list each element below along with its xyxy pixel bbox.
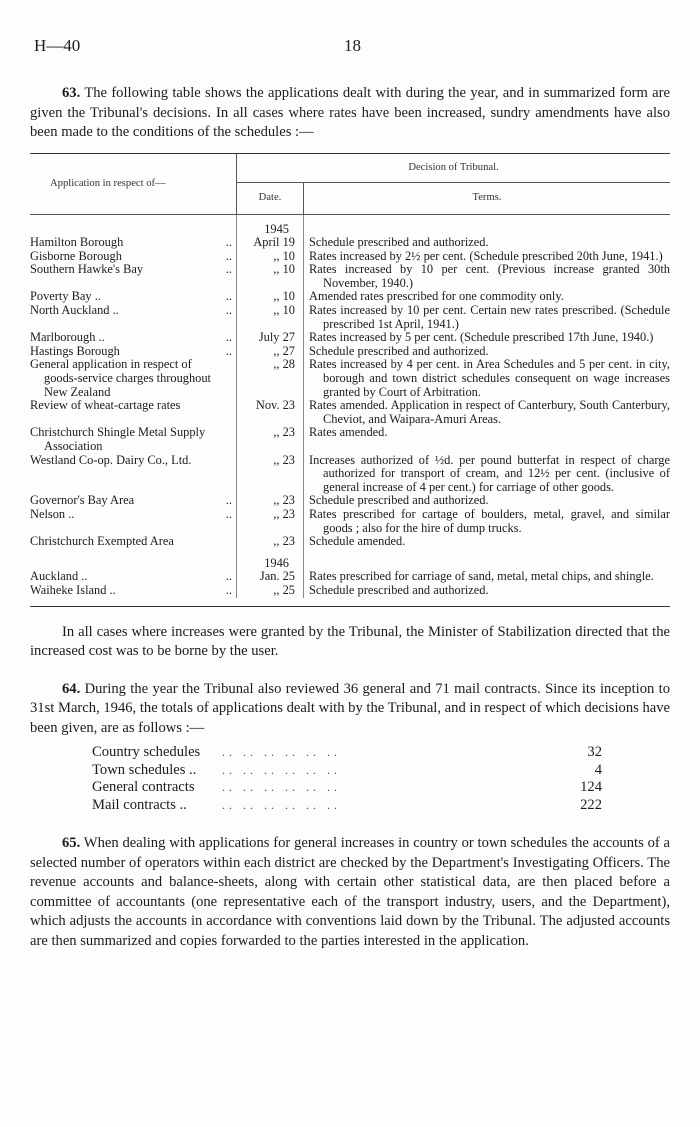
decision-date: ,, 10 [237,290,304,304]
terms-text: Schedule prescribed and authorized. [309,582,489,597]
totals-value: 222 [580,796,602,813]
table-row [30,358,670,399]
terms-text: Amended rates prescribed for one commodity only. [309,289,564,304]
paragraph-65 [30,834,670,951]
table-row [30,304,670,331]
table-body [30,214,670,598]
leader-dots: .. [225,343,232,358]
application-cell [30,399,237,426]
leader-dots [216,358,232,399]
table-row [30,290,670,304]
application-line [30,399,232,413]
application-line [30,570,232,584]
column-header-terms: Terms. [304,182,671,214]
year-row-app-cell [30,549,237,571]
terms-text: Rates increased by 10 per cent. (Previous increase granted 30th November, 1940.) [309,262,670,290]
application-name: Gisborne Borough [30,248,122,263]
leader-dots: .. [225,262,232,277]
table-row [30,250,670,264]
year-row-terms-cell [304,549,671,571]
application-line [30,494,232,508]
paragraph-text: When dealing with applications for general increases in country or town schedules the accounts of a selected number of operators within each district are checked by the Department's Investigating Officers. The revenue accounts and balance-sheets, along with certain other statistical data, are then placed before a committee of accountants (one representative each of the transport industry, users, and the Department), which adjusts the accounts in accordance with conventions laid down by the Tribunal. The adjusted accounts are then summarized and copies forwarded to the parties interested in the application. [30,835,670,949]
leader-dots [216,454,232,468]
terms-text: Rates amended. [309,425,388,440]
paragraph-after-table: In all cases where increases were granted by the Tribunal, the Minister of Stabilization directed that the increased cost was to be borne by the user. [30,623,670,660]
application-name: Nelson .. [30,506,75,521]
decision-terms [304,358,671,399]
decision-terms [304,250,671,264]
paragraph-number: 63. [62,85,81,101]
year-row-terms-cell [304,214,671,236]
application-line [30,263,232,277]
year-row [30,214,670,236]
leader-dots: .. [225,303,232,318]
application-name: Waiheke Island .. [30,582,116,597]
application-cell [30,508,237,535]
application-cell [30,584,237,598]
table-row [30,263,670,290]
leader-dots: .. [225,289,232,304]
decision-terms [304,426,671,453]
terms-text: Rates increased by 10 per cent. Certain new rates prescribed. (Schedule prescribed 1st April, 1941.) [309,303,670,331]
terms-text: Rates increased by 5 per cent. (Schedule prescribed 17th June, 1940.) [309,330,654,345]
terms-text: Schedule prescribed and authorized. [309,343,489,358]
paragraph-text: The following table shows the applications dealt with during the year, and in summarized form are given the Tribunal's decisions. In all cases where rates have been increased, sundry amendments have also been made to the conditions of the schedules :— [30,85,670,140]
application-line [30,426,232,453]
table-row [30,454,670,495]
decision-terms [304,570,671,584]
table-bottom-rule [30,606,670,607]
application-cell [30,290,237,304]
application-line [30,584,232,598]
application-name: Poverty Bay .. [30,289,101,304]
page-number: 18 [344,36,361,55]
decision-date: ,, 10 [237,250,304,264]
decision-terms [304,535,671,549]
totals-list [92,744,602,814]
application-cell [30,535,237,549]
application-line [30,304,232,318]
year-label: 1945 [237,214,304,236]
totals-label: Town schedules .. [92,761,197,778]
leader-dots: .. [225,330,232,345]
leader-dots: .. [225,493,232,508]
application-cell [30,304,237,331]
decision-terms [304,454,671,495]
table-row [30,236,670,250]
paragraph-number: 64. [62,680,81,697]
application-line [30,508,232,522]
application-name: Christchurch Shingle Metal Supply Association [30,425,206,453]
terms-text: Rates amended. Application in respect of Canterbury, South Canterbury, Cheviot, and Waipara-Amuri Areas. [309,398,670,426]
application-name: Marlborough .. [30,330,105,345]
year-row [30,549,670,571]
application-line [30,331,232,345]
decision-date: ,, 25 [237,584,304,598]
decision-date: ,, 10 [237,304,304,331]
application-cell [30,263,237,290]
application-cell [30,454,237,495]
application-cell [30,345,237,359]
application-cell [30,494,237,508]
terms-text: Rates prescribed for cartage of boulders, metal, gravel, and similar goods ; also for the hire of dump trucks. [309,506,670,535]
decision-date: ,, 23 [237,454,304,495]
application-cell [30,331,237,345]
leader-dots: .. .. .. .. .. .. [222,780,341,795]
table-row [30,426,670,453]
decision-terms [304,290,671,304]
applications-table [30,154,670,598]
decision-terms [304,345,671,359]
terms-text: Increases authorized of ½d. per pound butterfat in respect of charge authorized for transport of cream, and 12½ per cent. (inclusive of general increase of 4 per cent.) for carriage of other goods. [309,452,670,494]
totals-label: Mail contracts .. [92,796,187,813]
application-name: Review of wheat-cartage rates [30,398,181,413]
decision-date: ,, 23 [237,508,304,535]
application-name: Westland Co-op. Dairy Co., Ltd. [30,452,192,467]
leader-dots [216,399,232,413]
application-cell [30,358,237,399]
application-line [30,290,232,304]
decision-date: ,, 23 [237,426,304,453]
totals-row [92,762,602,780]
decision-terms [304,263,671,290]
page-header [30,36,670,60]
document-code: H—40 [34,36,81,55]
document-page [30,36,670,951]
application-line [30,535,232,549]
decision-terms [304,236,671,250]
application-cell [30,250,237,264]
year-label: 1946 [237,549,304,571]
application-line [30,358,232,399]
application-line [30,345,232,359]
leader-dots: .. .. .. .. .. .. [222,797,341,812]
table-row [30,584,670,598]
application-name: North Auckland .. [30,303,119,318]
leader-dots [216,535,232,549]
paragraph-63 [30,84,670,143]
leader-dots: .. .. .. .. .. .. [222,745,341,760]
application-name: Hamilton Borough [30,235,124,250]
totals-value: 32 [587,744,602,761]
decision-terms [304,399,671,426]
terms-text: Rates prescribed for carriage of sand, metal, metal chips, and shingle. [309,569,654,584]
decision-date: Jan. 25 [237,570,304,584]
totals-label: General contracts [92,779,195,796]
application-cell [30,426,237,453]
table-row [30,570,670,584]
decision-terms [304,508,671,535]
leader-dots: .. [225,569,232,584]
leader-dots: .. [225,506,232,521]
table-row [30,345,670,359]
totals-row [92,744,602,762]
totals-row [92,797,602,815]
terms-text: Schedule amended. [309,534,406,549]
application-name: Auckland .. [30,569,88,584]
totals-value: 124 [580,779,602,796]
application-line [30,236,232,250]
decision-date: ,, 10 [237,263,304,290]
leader-dots: .. [225,582,232,597]
totals-row [92,779,602,797]
terms-text: Rates increased by 2½ per cent. (Schedule prescribed 20th June, 1941.) [309,248,663,263]
paragraph-number: 65. [62,835,81,852]
application-name: Hastings Borough [30,343,120,358]
table-row [30,399,670,426]
terms-text: Schedule prescribed and authorized. [309,235,489,250]
terms-text: Schedule prescribed and authorized. [309,493,489,508]
totals-label: Country schedules [92,744,201,761]
year-row-app-cell [30,214,237,236]
application-name: Christchurch Exempted Area [30,534,174,549]
decision-terms [304,584,671,598]
column-header-date: Date. [237,182,304,214]
application-line [30,454,232,468]
decision-terms [304,331,671,345]
column-header-application: Application in respect of— [30,154,237,215]
application-cell [30,236,237,250]
application-line [30,250,232,264]
application-cell [30,570,237,584]
decision-date: ,, 23 [237,494,304,508]
application-name: Governor's Bay Area [30,493,135,508]
table-row [30,494,670,508]
table-row [30,535,670,549]
application-name: Southern Hawke's Bay [30,262,144,277]
decision-date: July 27 [237,331,304,345]
table-row [30,508,670,535]
leader-dots: .. .. .. .. .. .. [222,762,341,777]
decision-date: Nov. 23 [237,399,304,426]
leader-dots [216,426,232,453]
paragraph-64 [30,680,670,739]
decision-terms [304,304,671,331]
decision-date: April 19 [237,236,304,250]
column-header-decision: Decision of Tribunal. [237,154,671,183]
leader-dots: .. [225,248,232,263]
application-name: General application in respect of goods-service charges throughout New Zealand [30,357,212,399]
decision-terms [304,494,671,508]
terms-text: Rates increased by 4 per cent. in Area Schedules and 5 per cent. in city, borough and town district schedules consequent on wage increases granted by Court of Arbitration. [309,357,670,399]
decision-date: ,, 23 [237,535,304,549]
totals-value: 4 [594,761,602,778]
leader-dots: .. [225,235,232,250]
table-row [30,331,670,345]
decision-date: ,, 27 [237,345,304,359]
paragraph-text: During the year the Tribunal also reviewed 36 general and 71 mail contracts. Since its inception to 31st March, 1946, the totals of applications dealt with by the Tribunal, and in respect of which decisions have been given, are as follows :— [30,680,670,736]
decision-date: ,, 28 [237,358,304,399]
